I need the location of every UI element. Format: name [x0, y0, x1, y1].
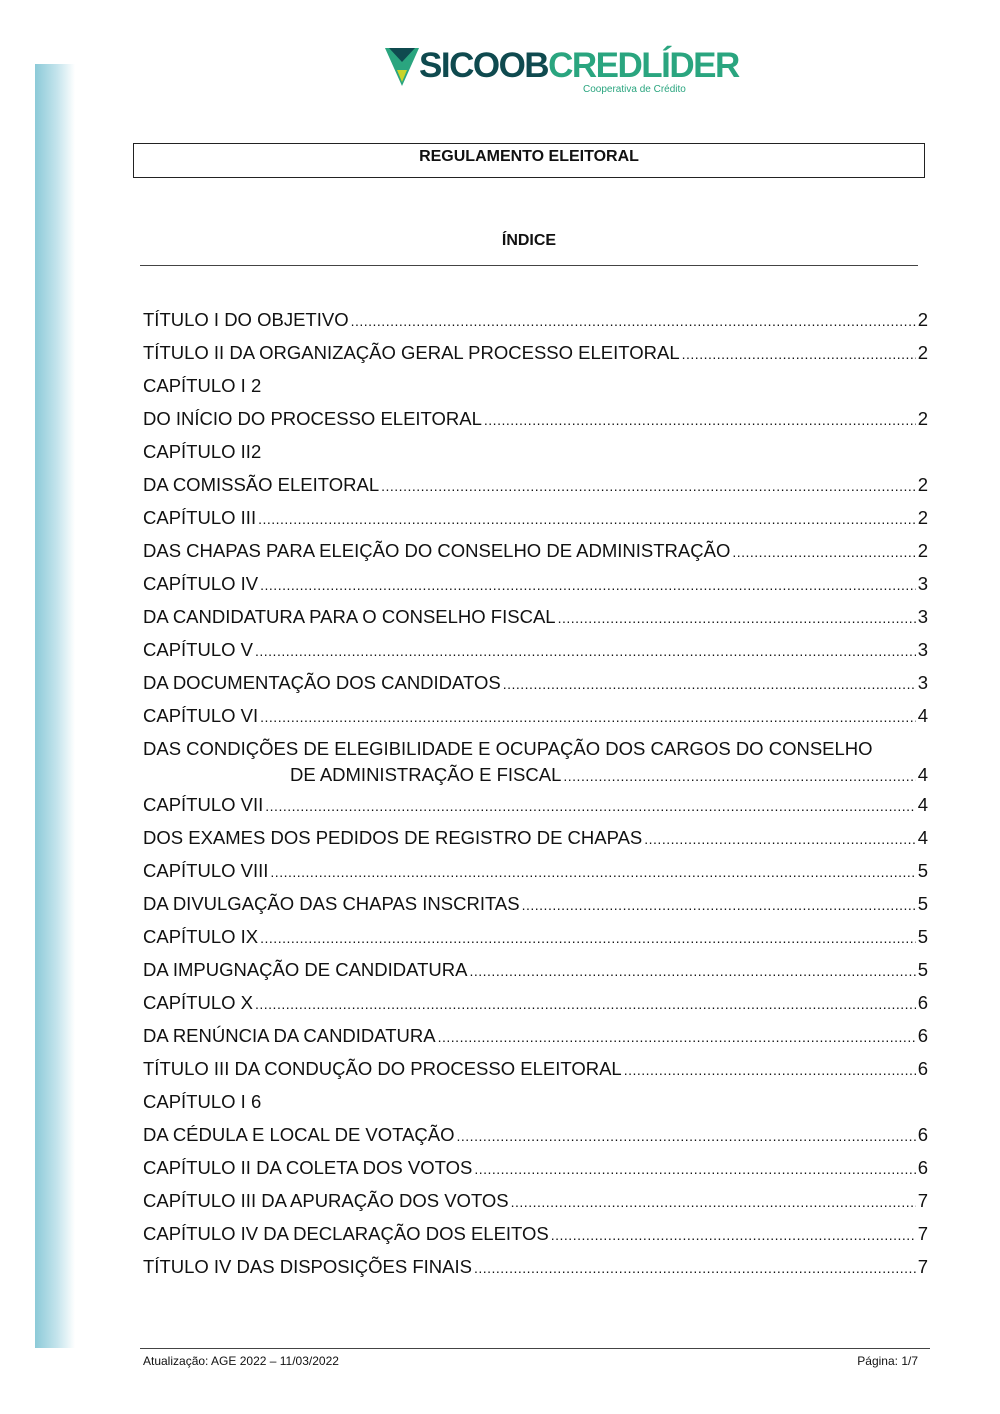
toc-dot-leader	[438, 1023, 916, 1045]
toc-entry-label: CAPÍTULO III	[143, 507, 257, 528]
heading-rule	[140, 265, 918, 266]
toc-entry-page: 2	[917, 540, 928, 561]
toc-entry[interactable]	[143, 1023, 928, 1056]
toc-entry-label: DA COMISSÃO ELEITORAL	[143, 474, 380, 495]
toc-entry-label: CAPÍTULO I 6	[143, 1091, 262, 1112]
toc-dot-leader	[563, 762, 915, 784]
toc-dot-leader	[265, 792, 915, 814]
toc-entry-label: CAPÍTULO VIII	[143, 860, 269, 881]
toc-entry[interactable]	[143, 1188, 928, 1221]
toc-entry[interactable]	[143, 571, 928, 604]
logo-brand-secondary: CREDLÍDER	[548, 46, 739, 85]
toc-entry-page: 2	[917, 309, 928, 330]
toc-entry-label: DA IMPUGNAÇÃO DE CANDIDATURA	[143, 959, 468, 980]
toc-dot-leader	[522, 891, 916, 913]
toc-entry[interactable]	[143, 373, 928, 406]
logo-subtitle: Cooperativa de Crédito	[583, 84, 686, 95]
toc-entry[interactable]	[143, 990, 928, 1023]
toc-entry[interactable]	[143, 1056, 928, 1089]
toc-entry-label: CAPÍTULO II DA COLETA DOS VOTOS	[143, 1157, 473, 1178]
logo-wordmark	[419, 46, 739, 86]
toc-entry-page: 7	[917, 1223, 928, 1244]
toc-entry-page: 3	[917, 606, 928, 627]
toc-entry-label: CAPÍTULO II2	[143, 441, 262, 462]
toc-dot-leader	[474, 1155, 915, 1177]
toc-entry-label: DA RENÚNCIA DA CANDIDATURA	[143, 1025, 436, 1046]
toc-entry-label: DA DOCUMENTAÇÃO DOS CANDIDATOS	[143, 672, 501, 693]
footer-page-number: Página: 1/7	[857, 1354, 918, 1368]
toc-entry-page: 2	[917, 408, 928, 429]
toc-dot-leader	[260, 703, 916, 725]
toc-entry[interactable]	[143, 307, 928, 340]
toc-entry-label: CAPÍTULO IX	[143, 926, 259, 947]
toc-entry-page: 4	[917, 705, 928, 726]
index-heading: ÍNDICE	[501, 232, 557, 249]
toc-entry-page: 7	[917, 1190, 928, 1211]
document-title: REGULAMENTO ELEITORAL	[133, 143, 925, 178]
toc-entry[interactable]	[143, 1155, 928, 1188]
toc-entry-page: 3	[917, 639, 928, 660]
footer-update-date: Atualização: AGE 2022 – 11/03/2022	[143, 1354, 339, 1368]
toc-dot-leader	[558, 604, 916, 626]
toc-entry[interactable]	[143, 736, 928, 792]
toc-dot-leader	[484, 406, 916, 428]
toc-entry-page: 6	[917, 1157, 928, 1178]
toc-entry-page: 6	[917, 1025, 928, 1046]
table-of-contents	[143, 307, 928, 1287]
toc-entry-page: 2	[917, 507, 928, 528]
toc-entry[interactable]	[143, 670, 928, 703]
toc-entry[interactable]	[143, 472, 928, 505]
toc-entry-page: 2	[917, 342, 928, 363]
toc-entry-label: TÍTULO III DA CONDUÇÃO DO PROCESSO ELEITORAL	[143, 1058, 622, 1079]
toc-dot-leader	[511, 1188, 916, 1210]
toc-entry-label: CAPÍTULO X	[143, 992, 253, 1013]
toc-entry-label: CAPÍTULO IV DA DECLARAÇÃO DOS ELEITOS	[143, 1223, 549, 1244]
toc-entry-label: TÍTULO II DA ORGANIZAÇÃO GERAL PROCESSO ELEITORAL	[143, 342, 680, 363]
toc-dot-leader	[255, 990, 916, 1012]
toc-dot-leader	[351, 307, 916, 329]
toc-entry-label: DA CANDIDATURA PARA O CONSELHO FISCAL	[143, 606, 556, 627]
toc-entry-page: 5	[917, 926, 928, 947]
toc-entry[interactable]	[143, 1254, 928, 1287]
toc-entry[interactable]	[143, 1221, 928, 1254]
toc-dot-leader	[644, 825, 915, 847]
toc-dot-leader	[260, 924, 916, 946]
toc-entry-page: 5	[917, 959, 928, 980]
toc-dot-leader	[551, 1221, 916, 1243]
toc-dot-leader	[732, 538, 915, 560]
toc-dot-leader	[255, 637, 916, 659]
toc-entry[interactable]	[143, 340, 928, 373]
toc-dot-leader	[381, 472, 916, 494]
toc-entry-page: 6	[917, 1124, 928, 1145]
toc-entry-label: TÍTULO IV DAS DISPOSIÇÕES FINAIS	[143, 1256, 472, 1277]
toc-dot-leader	[258, 505, 916, 527]
toc-entry[interactable]	[143, 957, 928, 990]
toc-entry[interactable]	[143, 891, 928, 924]
toc-entry-page: 5	[917, 893, 928, 914]
toc-entry-page: 6	[917, 1058, 928, 1079]
footer-rule	[140, 1348, 930, 1349]
toc-entry-page: 6	[917, 992, 928, 1013]
toc-entry-page: 4	[917, 827, 928, 848]
toc-entry[interactable]	[143, 792, 928, 825]
toc-entry-label: DA CÉDULA E LOCAL DE VOTAÇÃO	[143, 1124, 455, 1145]
logo-mark-icon	[385, 48, 419, 88]
toc-dot-leader	[270, 858, 915, 880]
toc-entry[interactable]	[143, 505, 928, 538]
toc-entry-page: 7	[917, 1256, 928, 1277]
toc-entry-page: 3	[917, 672, 928, 693]
logo-brand-primary: SICOOB	[419, 46, 549, 85]
toc-entry[interactable]	[143, 825, 928, 858]
toc-entry[interactable]	[143, 406, 928, 439]
toc-entry-label: CAPÍTULO III DA APURAÇÃO DOS VOTOS	[143, 1190, 509, 1211]
toc-entry-label: CAPÍTULO IV	[143, 573, 259, 594]
toc-entry[interactable]	[143, 858, 928, 891]
toc-entry[interactable]	[143, 439, 928, 472]
toc-entry[interactable]	[143, 604, 928, 637]
toc-entry-label: DOS EXAMES DOS PEDIDOS DE REGISTRO DE CHAPAS	[143, 827, 643, 848]
toc-entry-label: CAPÍTULO I 2	[143, 375, 262, 396]
toc-dot-leader	[474, 1254, 916, 1276]
toc-entry-page: 2	[917, 474, 928, 495]
toc-dot-leader	[260, 571, 916, 593]
toc-entry-label: TÍTULO I DO OBJETIVO	[143, 309, 349, 330]
toc-dot-leader	[457, 1122, 916, 1144]
toc-entry-label: DO INÍCIO DO PROCESSO ELEITORAL	[143, 408, 482, 429]
toc-entry[interactable]	[143, 1089, 928, 1122]
toc-entry-label: CAPÍTULO VII	[143, 794, 264, 815]
sicoob-credlider-logo	[385, 44, 739, 100]
toc-entry[interactable]	[143, 538, 928, 571]
toc-entry[interactable]	[143, 924, 928, 957]
toc-entry-page: 4	[917, 794, 928, 815]
toc-entry-page: 4	[917, 764, 928, 785]
toc-entry[interactable]	[143, 1122, 928, 1155]
toc-dot-leader	[503, 670, 916, 692]
toc-entry[interactable]	[143, 703, 928, 736]
decorative-side-bar	[35, 64, 75, 1348]
toc-dot-leader	[682, 340, 916, 362]
toc-entry-label: CAPÍTULO V	[143, 639, 253, 660]
toc-entry-page: 3	[917, 573, 928, 594]
toc-dot-leader	[624, 1056, 916, 1078]
toc-entry-label: DA DIVULGAÇÃO DAS CHAPAS INSCRITAS	[143, 893, 520, 914]
toc-entry-label-continuation: DE ADMINISTRAÇÃO E FISCAL	[290, 764, 562, 785]
toc-dot-leader	[469, 957, 915, 979]
toc-entry[interactable]	[143, 637, 928, 670]
toc-entry-label: DAS CHAPAS PARA ELEIÇÃO DO CONSELHO DE ADMINISTRAÇÃO	[143, 540, 731, 561]
toc-entry-page: 5	[917, 860, 928, 881]
toc-entry-label: DAS CONDIÇÕES DE ELEGIBILIDADE E OCUPAÇÃO DOS CARGOS DO CONSELHO	[143, 738, 873, 759]
toc-entry-label: CAPÍTULO VI	[143, 705, 259, 726]
